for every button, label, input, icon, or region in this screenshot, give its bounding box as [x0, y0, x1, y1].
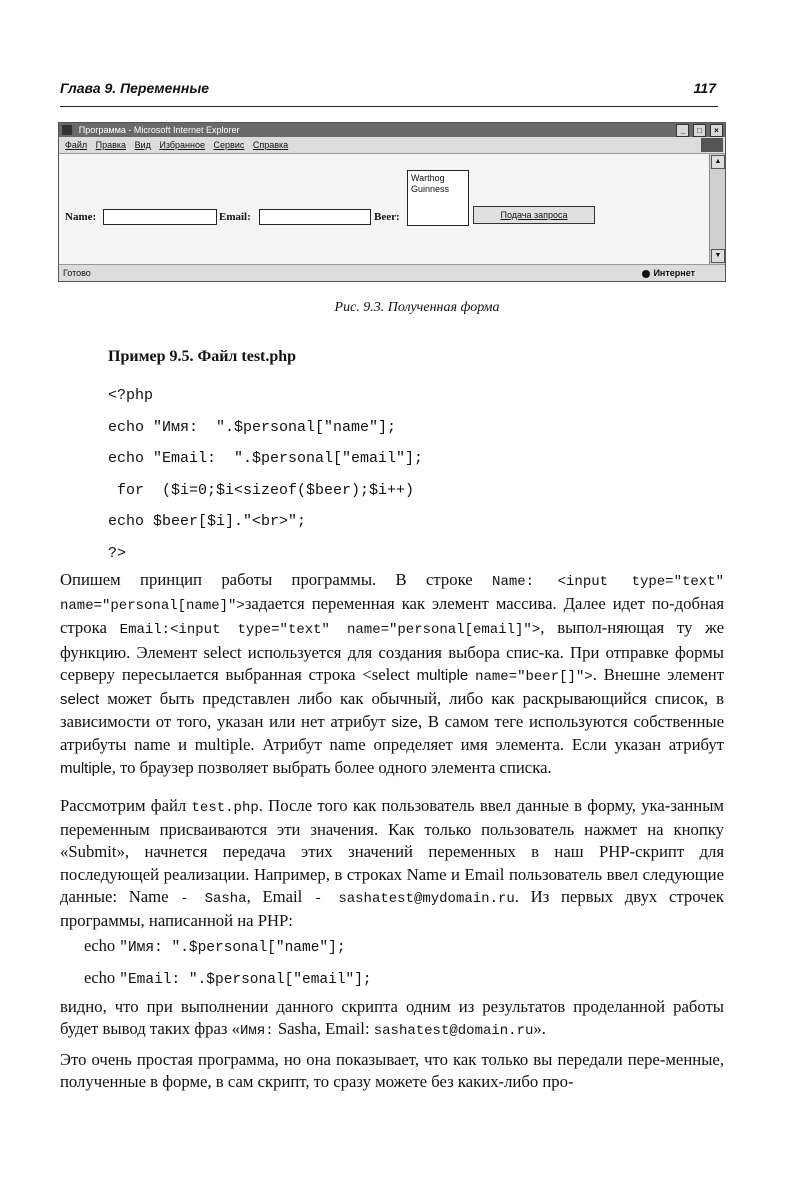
scroll-up-icon[interactable]: ▲: [711, 155, 725, 169]
code-keyword: echo: [84, 968, 120, 987]
text-run: , то браузер позволяет выбрать более одного элемента списка.: [111, 757, 552, 777]
text-run: . Внешне элемент: [592, 664, 724, 684]
code-run: - sashatest@mydomain.ru: [314, 890, 515, 907]
figure-caption: Рис. 9.3. Полученная форма: [334, 300, 500, 315]
code-run: - Sasha: [180, 890, 247, 907]
browser-titlebar: [59, 123, 725, 137]
code-keyword: echo: [84, 936, 120, 955]
text-run: , выпол-няющая ту же функцию. Элемент select используется для создания выбора спис-ка. При отправке формы серверу пересылается выбранная строка <select: [60, 618, 724, 684]
name-label: Name:: [65, 211, 97, 223]
code-run: Имя:: [240, 1023, 274, 1040]
menu-file[interactable]: Файл: [65, 140, 88, 150]
window-buttons: [675, 124, 723, 138]
browser-title: Программа - Microsoft Internet Explorer: [78, 125, 240, 135]
text-run: Рассмотрим файл: [60, 796, 192, 815]
code-listing: [108, 380, 423, 570]
page-number: 117: [693, 80, 716, 96]
text-run: . Из первых двух строчек программы, написанной на PHP:: [60, 886, 725, 931]
text-run: . После того как пользователь ввел данные в форму, ука-занным переменным присваиваются эти значения. Как только пользователь нажмет на кнопку «Submit», начнется передача этих значений переменных в наш PHP-скрипт для последующей реализации. Например, в строках Name и Email пользователь ввел следующие данные: Name: [60, 796, 724, 906]
browser-content: [59, 154, 709, 264]
menu-favorites[interactable]: Избранное: [159, 140, 206, 150]
code-run: multiple: [60, 759, 112, 777]
beer-option[interactable]: Warthog: [411, 173, 445, 183]
code-line: echo "Email: ".$personal["email"];: [108, 450, 424, 468]
browser-window-screenshot: [58, 122, 726, 282]
beer-option[interactable]: Guinness: [411, 184, 450, 194]
code-line: [84, 962, 372, 994]
code-run: Email:<input type="text" name="personal[email]">: [119, 622, 541, 639]
text-run: Опишем принцип работы программы. В строке: [60, 570, 493, 589]
paragraph-2: [60, 795, 724, 932]
code-run: multiple: [416, 666, 469, 684]
code-run: name="beer[]">: [475, 668, 593, 685]
globe-icon: [642, 270, 650, 278]
menu-tools[interactable]: Сервис: [213, 140, 245, 150]
code-run: name="personal[name]">: [60, 598, 245, 615]
status-text: Готово: [63, 268, 91, 278]
text-run: может быть представлен либо как обычный, либо как раскрывающийся список, в зависимости от того, указан или нет атрибут: [60, 689, 724, 732]
chapter-title: Глава 9. Переменные: [60, 80, 210, 96]
example-heading: Пример 9.5. Файл test.php: [108, 348, 297, 365]
code-run: test.php: [191, 800, 259, 816]
menu-help[interactable]: Справка: [252, 140, 289, 150]
maximize-icon[interactable]: □: [693, 124, 706, 137]
code-run: "Email: ".$personal["email"];: [119, 972, 372, 988]
running-header: [60, 80, 718, 107]
vertical-scrollbar[interactable]: [709, 154, 725, 264]
email-input[interactable]: [259, 209, 371, 225]
name-input[interactable]: [103, 209, 217, 225]
code-line: [84, 930, 372, 962]
paragraph-1: [60, 569, 724, 780]
code-line: ?>: [108, 544, 127, 562]
text-run: ».: [533, 1019, 546, 1039]
menu-edit[interactable]: Правка: [95, 140, 127, 150]
text-run: видно, что при выполнении данного скрипта одним из результатов проделанной работы будет вывод таких фраз «: [60, 997, 724, 1039]
code-line: echo $beer[$i]."<br>";: [108, 513, 307, 531]
submit-button[interactable]: Подача запроса: [473, 206, 595, 224]
text-run: , Email: [246, 886, 315, 906]
close-icon[interactable]: ×: [710, 124, 723, 137]
code-line: for ($i=0;$i<sizeof($beer);$i++): [108, 481, 415, 499]
ie-icon: [62, 125, 72, 135]
code-run: select: [60, 691, 100, 709]
beer-label: Beer:: [374, 211, 400, 223]
paragraph-4: Это очень простая программа, но она показывает, что как только вы передали пере-менные, полученные в форме, в сам скрипт, то сразу можете без каких-либо про-: [60, 1050, 724, 1092]
zone-label: Интернет: [653, 268, 695, 278]
code-line: echo "Имя: ".$personal["name"];: [108, 418, 397, 436]
browser-menubar: [59, 137, 725, 154]
scroll-down-icon[interactable]: ▼: [711, 249, 725, 263]
email-label: Email:: [219, 211, 251, 223]
minimize-icon[interactable]: _: [676, 124, 689, 137]
text-run: задается переменная как элемент массива. Далее идет по-добная строка: [60, 594, 724, 638]
code-run: sashatest@domain.ru: [373, 1023, 534, 1040]
windows-logo-icon: [701, 138, 723, 152]
text-run: , В самом теге используются собственные атрибуты name и multiple. Атрибут name определяет имя элемента. Если указан атрибут: [60, 712, 724, 755]
code-run: "Имя: ".$personal["name"];: [119, 940, 346, 956]
code-run: size: [391, 714, 418, 732]
code-listing-2: [84, 930, 372, 994]
browser-statusbar: [59, 264, 725, 281]
beer-select[interactable]: [407, 170, 469, 226]
text-run: Sasha, Email:: [273, 1019, 374, 1039]
menu-view[interactable]: Вид: [134, 140, 151, 150]
paragraph-3: [60, 996, 724, 1042]
zone-indicator: [642, 265, 695, 281]
code-line: <?php: [108, 387, 154, 404]
code-run: Name: <input type="text": [492, 574, 724, 590]
